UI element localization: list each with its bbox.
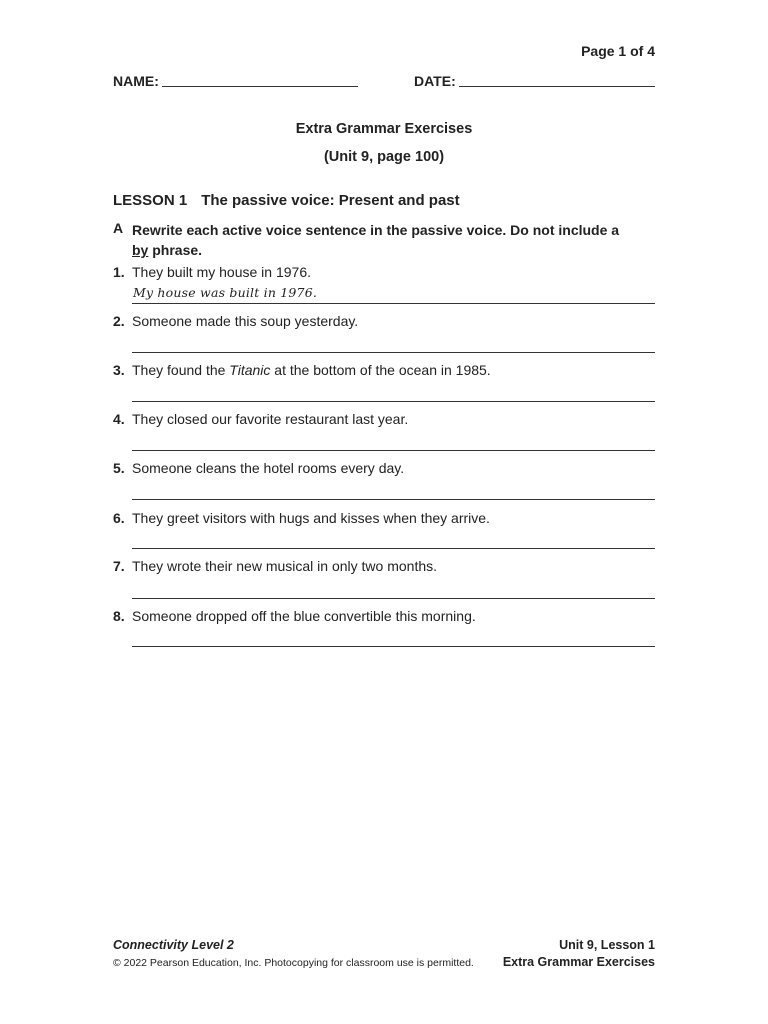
exercise-letter: A <box>113 220 124 236</box>
answer-line[interactable] <box>132 646 655 647</box>
item-answer-handwritten: My house was built in 1976. <box>133 285 318 300</box>
item-number: 4. <box>113 411 125 427</box>
worksheet-subtitle: (Unit 9, page 100) <box>323 149 445 165</box>
instruction-text-end: phrase. <box>148 242 203 258</box>
answer-line[interactable] <box>132 450 655 451</box>
exercise-instruction <box>132 220 632 260</box>
item-number: 3. <box>113 362 125 378</box>
item-number: 1. <box>113 264 125 280</box>
item-number: 6. <box>113 510 125 526</box>
item-prompt: They found the Titanic at the bottom of the ocean in 1985. <box>132 362 491 378</box>
item-prompt: They closed our favorite restaurant last year. <box>132 411 409 427</box>
worksheet-title: Extra Grammar Exercises <box>295 121 473 137</box>
date-field-line[interactable] <box>459 86 655 87</box>
item-prompt: They greet visitors with hugs and kisses when they arrive. <box>132 510 490 526</box>
name-label: NAME: <box>113 73 159 89</box>
date-label: DATE: <box>414 73 456 89</box>
answer-line[interactable] <box>132 303 655 304</box>
answer-line[interactable] <box>132 548 655 549</box>
answer-line[interactable] <box>132 598 655 599</box>
answer-line[interactable] <box>132 401 655 402</box>
item-number: 2. <box>113 313 125 329</box>
page-number: Page 1 of 4 <box>581 43 655 59</box>
name-field-line[interactable] <box>162 86 358 87</box>
item-number: 7. <box>113 558 125 574</box>
instruction-underlined-word: by <box>132 242 149 258</box>
footer-copyright: © 2022 Pearson Education, Inc. Photocopying for classroom use is permitted. <box>113 957 474 969</box>
footer-unit-lesson: Unit 9, Lesson 1 <box>559 938 655 952</box>
answer-line[interactable] <box>132 352 655 353</box>
answer-line[interactable] <box>132 499 655 500</box>
instruction-text: Rewrite each active voice sentence in the passive voice. Do not include a <box>132 222 620 238</box>
footer-section: Extra Grammar Exercises <box>502 955 655 969</box>
item-number: 5. <box>113 460 125 476</box>
item-prompt: Someone made this soup yesterday. <box>132 313 359 329</box>
lesson-topic: The passive voice: Present and past <box>201 192 460 209</box>
lesson-number: LESSON 1 <box>113 192 188 209</box>
item-number: 8. <box>113 608 125 624</box>
footer-book-title: Connectivity Level 2 <box>113 938 234 952</box>
item-prompt: They built my house in 1976. <box>132 264 311 280</box>
lesson-heading <box>113 192 460 209</box>
item-prompt: Someone dropped off the blue convertible this morning. <box>132 608 476 624</box>
item-prompt: Someone cleans the hotel rooms every day. <box>132 460 405 476</box>
item-prompt: They wrote their new musical in only two months. <box>132 558 438 574</box>
